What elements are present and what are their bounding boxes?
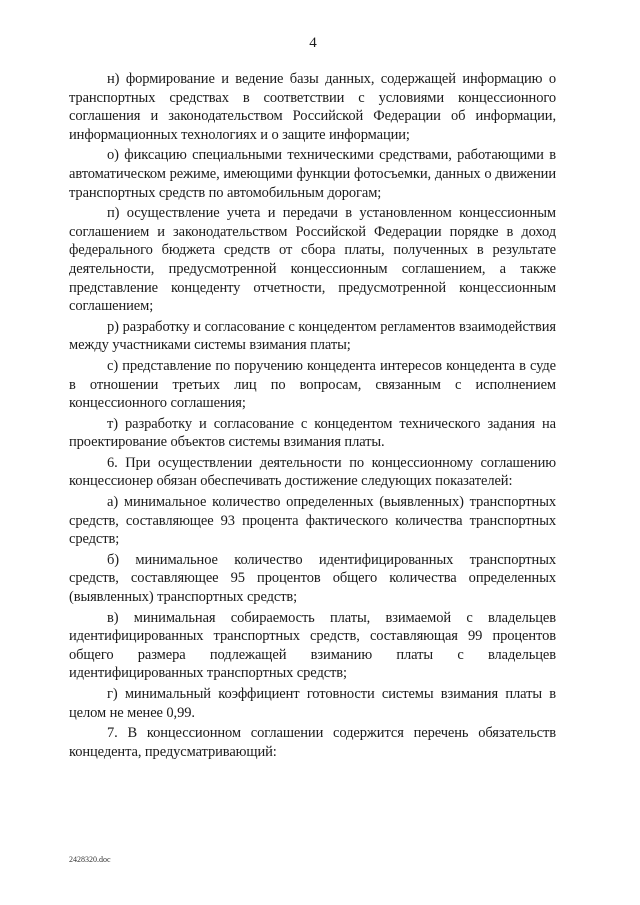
paragraph-6v: в) минимальная собираемость платы, взимаемой с владельцев идентифицированных транспортных средств, составляющая 99 процентов общего размера подлежащей взиманию платы с владельцев идентифицированных транспортных средств; (69, 609, 556, 682)
page-number: 4 (309, 35, 317, 51)
file-name-footer: 2428320.doc (69, 855, 111, 864)
paragraph-6a: а) минимальное количество определенных (выявленных) транспортных средств, составляющее 93 процента фактического количества транспортных средств; (69, 494, 556, 548)
paragraph-s: с) представление по поручению концедента интересов концедента в суде в отношении третьих лиц по вопросам, связанным с исполнением концессионного соглашения; (69, 357, 556, 412)
paragraph-7: 7. В концессионном соглашении содержится перечень обязательств концедента, предусматривающий: (69, 725, 556, 760)
paragraph-6g: г) минимальный коэффициент готовности системы взимания платы в целом не менее 0,99. (69, 686, 556, 721)
paragraph-n: н) формирование и ведение базы данных, содержащей информацию о транспортных средствах в соответствии с условиями концессионного соглашения и законодательством Российской Федерации об информации, информационных технологиях и о защите информации; (69, 71, 556, 143)
paragraph-6b: б) минимальное количество идентифицированных транспортных средств, составляющее 95 процентов общего количества определенных (выявленных) транспортных средств; (69, 551, 556, 606)
paragraph-6: 6. При осуществлении деятельности по концессионному соглашению концессионер обязан обеспечивать достижение следующих показателей: (69, 454, 556, 490)
paragraph-p: п) осуществление учета и передачи в установленном концессионным соглашением и законодательством Российской Федерации порядке в доход федерального бюджета средств от сбора платы, полученных в результате деятельности, предусмотренной концессионным соглашением, а также представление концеденту отчетности, предусмотренной концессионным соглашением; (69, 205, 556, 315)
paragraph-r: р) разработку и согласование с концедентом регламентов взаимодействия между участниками системы взимания платы; (69, 318, 556, 354)
document-body (69, 70, 556, 763)
paragraph-t: т) разработку и согласование с концедентом технического задания на проектирование объектов системы взимания платы. (69, 415, 556, 451)
paragraph-o: о) фиксацию специальными техническими средствами, работающими в автоматическом режиме, имеющими функции фотосъемки, данных о движении транспортных средств по автомобильным дорогам; (69, 147, 556, 201)
